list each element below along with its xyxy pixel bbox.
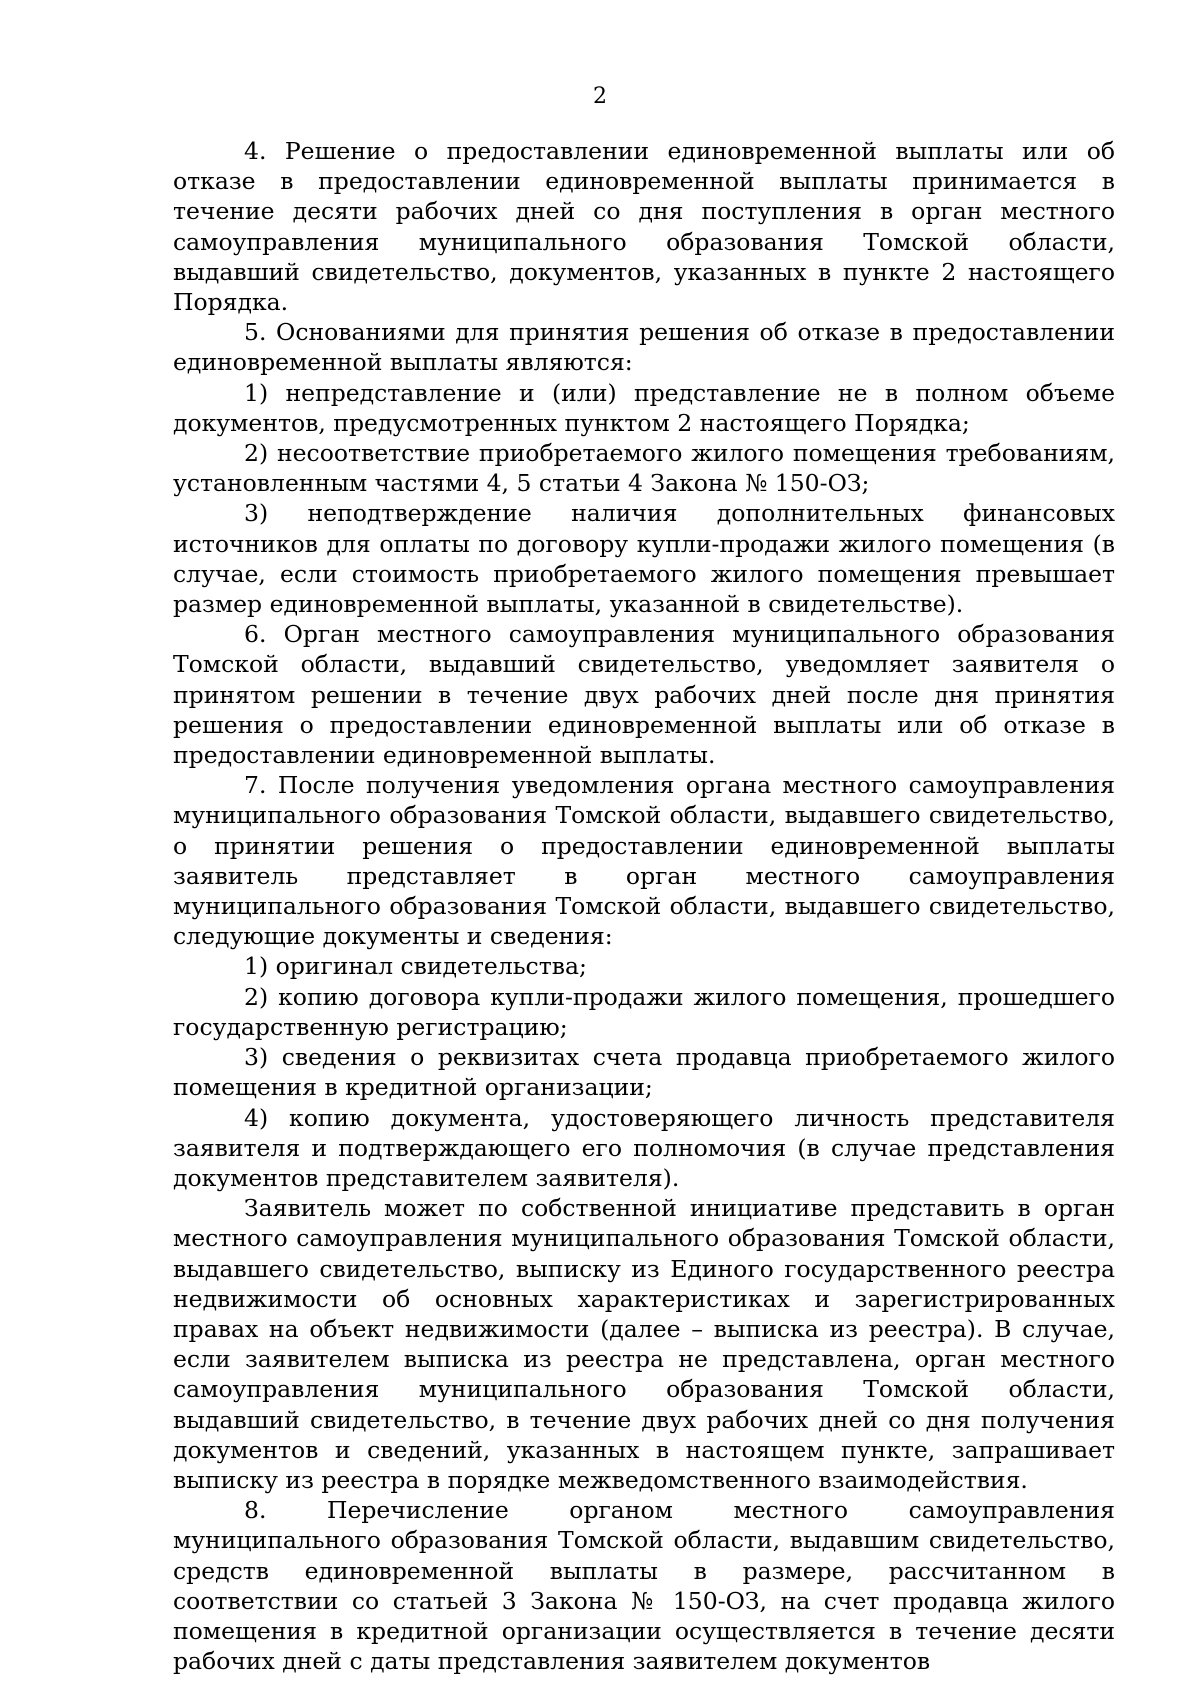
list-item-7-1: 1) оригинал свидетельства; [244,952,587,981]
list-item-7-2: 2) копию договора купли-продажи жилого помещения, прошедшего государственную регистрацию; [173,982,1115,1041]
list-item-5-3: 3) неподтверждение наличия дополнительных финансовых источников для оплаты по договору купли-продажи жилого помещения (в случае, если стоимость приобретаемого жилого помещения превышает размер единовременной выплаты, указанной в свидетельстве). [173,499,1115,619]
paragraph-8-transfer: 8. Перечисление органом местного самоуправления муниципального образования Томской области, выдавшим свидетельство, средств единовременной выплаты в размере, рассчитанном в соответствии со статьей 3 Закона № 150-ОЗ, на счет продавца жилого помещения в кредитной организации осуществляется в течение десяти рабочих дней с даты представления заявителем документов [173,1496,1115,1676]
paragraph-registry-extract: Заявитель может по собственной инициативе представить в орган местного самоуправления муниципального образования Томской области, выдавшего свидетельство, выписку из Единого государственного реестра недвижимости об основных характеристиках и зарегистрированных правах на объект недвижимости (далее – выписка из реестра). В случае, если заявителем выписка из реестра не представлена, орган местного самоуправления муниципального образования Томской области, выдавший свидетельство, в течение двух рабочих дней со дня получения документов и сведений, указанных в настоящем пункте, запрашивает выписку из реестра в порядке межведомственного взаимодействия. [173,1194,1115,1494]
list-item-5-1: 1) непредставление и (или) представление не в полном объеме документов, предусмотренных пунктом 2 настоящего Порядка; [173,378,1115,437]
document-body [173,136,1115,1676]
paragraph-4-decision-timing: 4. Решение о предоставлении единовременной выплаты или об отказе в предоставлении единовременной выплаты принимается в течение десяти рабочих дней со дня поступления в орган местного самоуправления муниципального образования Томской области, выдавший свидетельство, документов, указанных в пункте 2 настоящего Порядка. [173,137,1115,317]
page-number: 2 [593,84,607,109]
list-item-7-3: 3) сведения о реквизитах счета продавца приобретаемого жилого помещения в кредитной организации; [173,1043,1115,1102]
paragraph-7-documents: 7. После получения уведомления органа местного самоуправления муниципального образования Томской области, выдавшего свидетельство, о принятии решения о предоставлении единовременной выплаты заявитель представляет в орган местного самоуправления муниципального образования Томской области, выдавшего свидетельство, следующие документы и сведения: [173,771,1115,951]
list-item-7-4: 4) копию документа, удостоверяющего личность представителя заявителя и подтверждающего его полномочия (в случае представления документов представителем заявителя). [173,1103,1115,1192]
list-item-5-2: 2) несоответствие приобретаемого жилого помещения требованиям, установленным частями 4, 5 статьи 4 Закона № 150-ОЗ; [173,439,1115,498]
paragraph-6-notification: 6. Орган местного самоуправления муниципального образования Томской области, выдавший свидетельство, уведомляет заявителя о принятом решении в течение двух рабочих дней после дня принятия решения о предоставлении единовременной выплаты или об отказе в предоставлении единовременной выплаты. [173,620,1115,770]
paragraph-5-refusal-grounds: 5. Основаниями для принятия решения об отказе в предоставлении единовременной выплаты являются: [173,318,1115,377]
